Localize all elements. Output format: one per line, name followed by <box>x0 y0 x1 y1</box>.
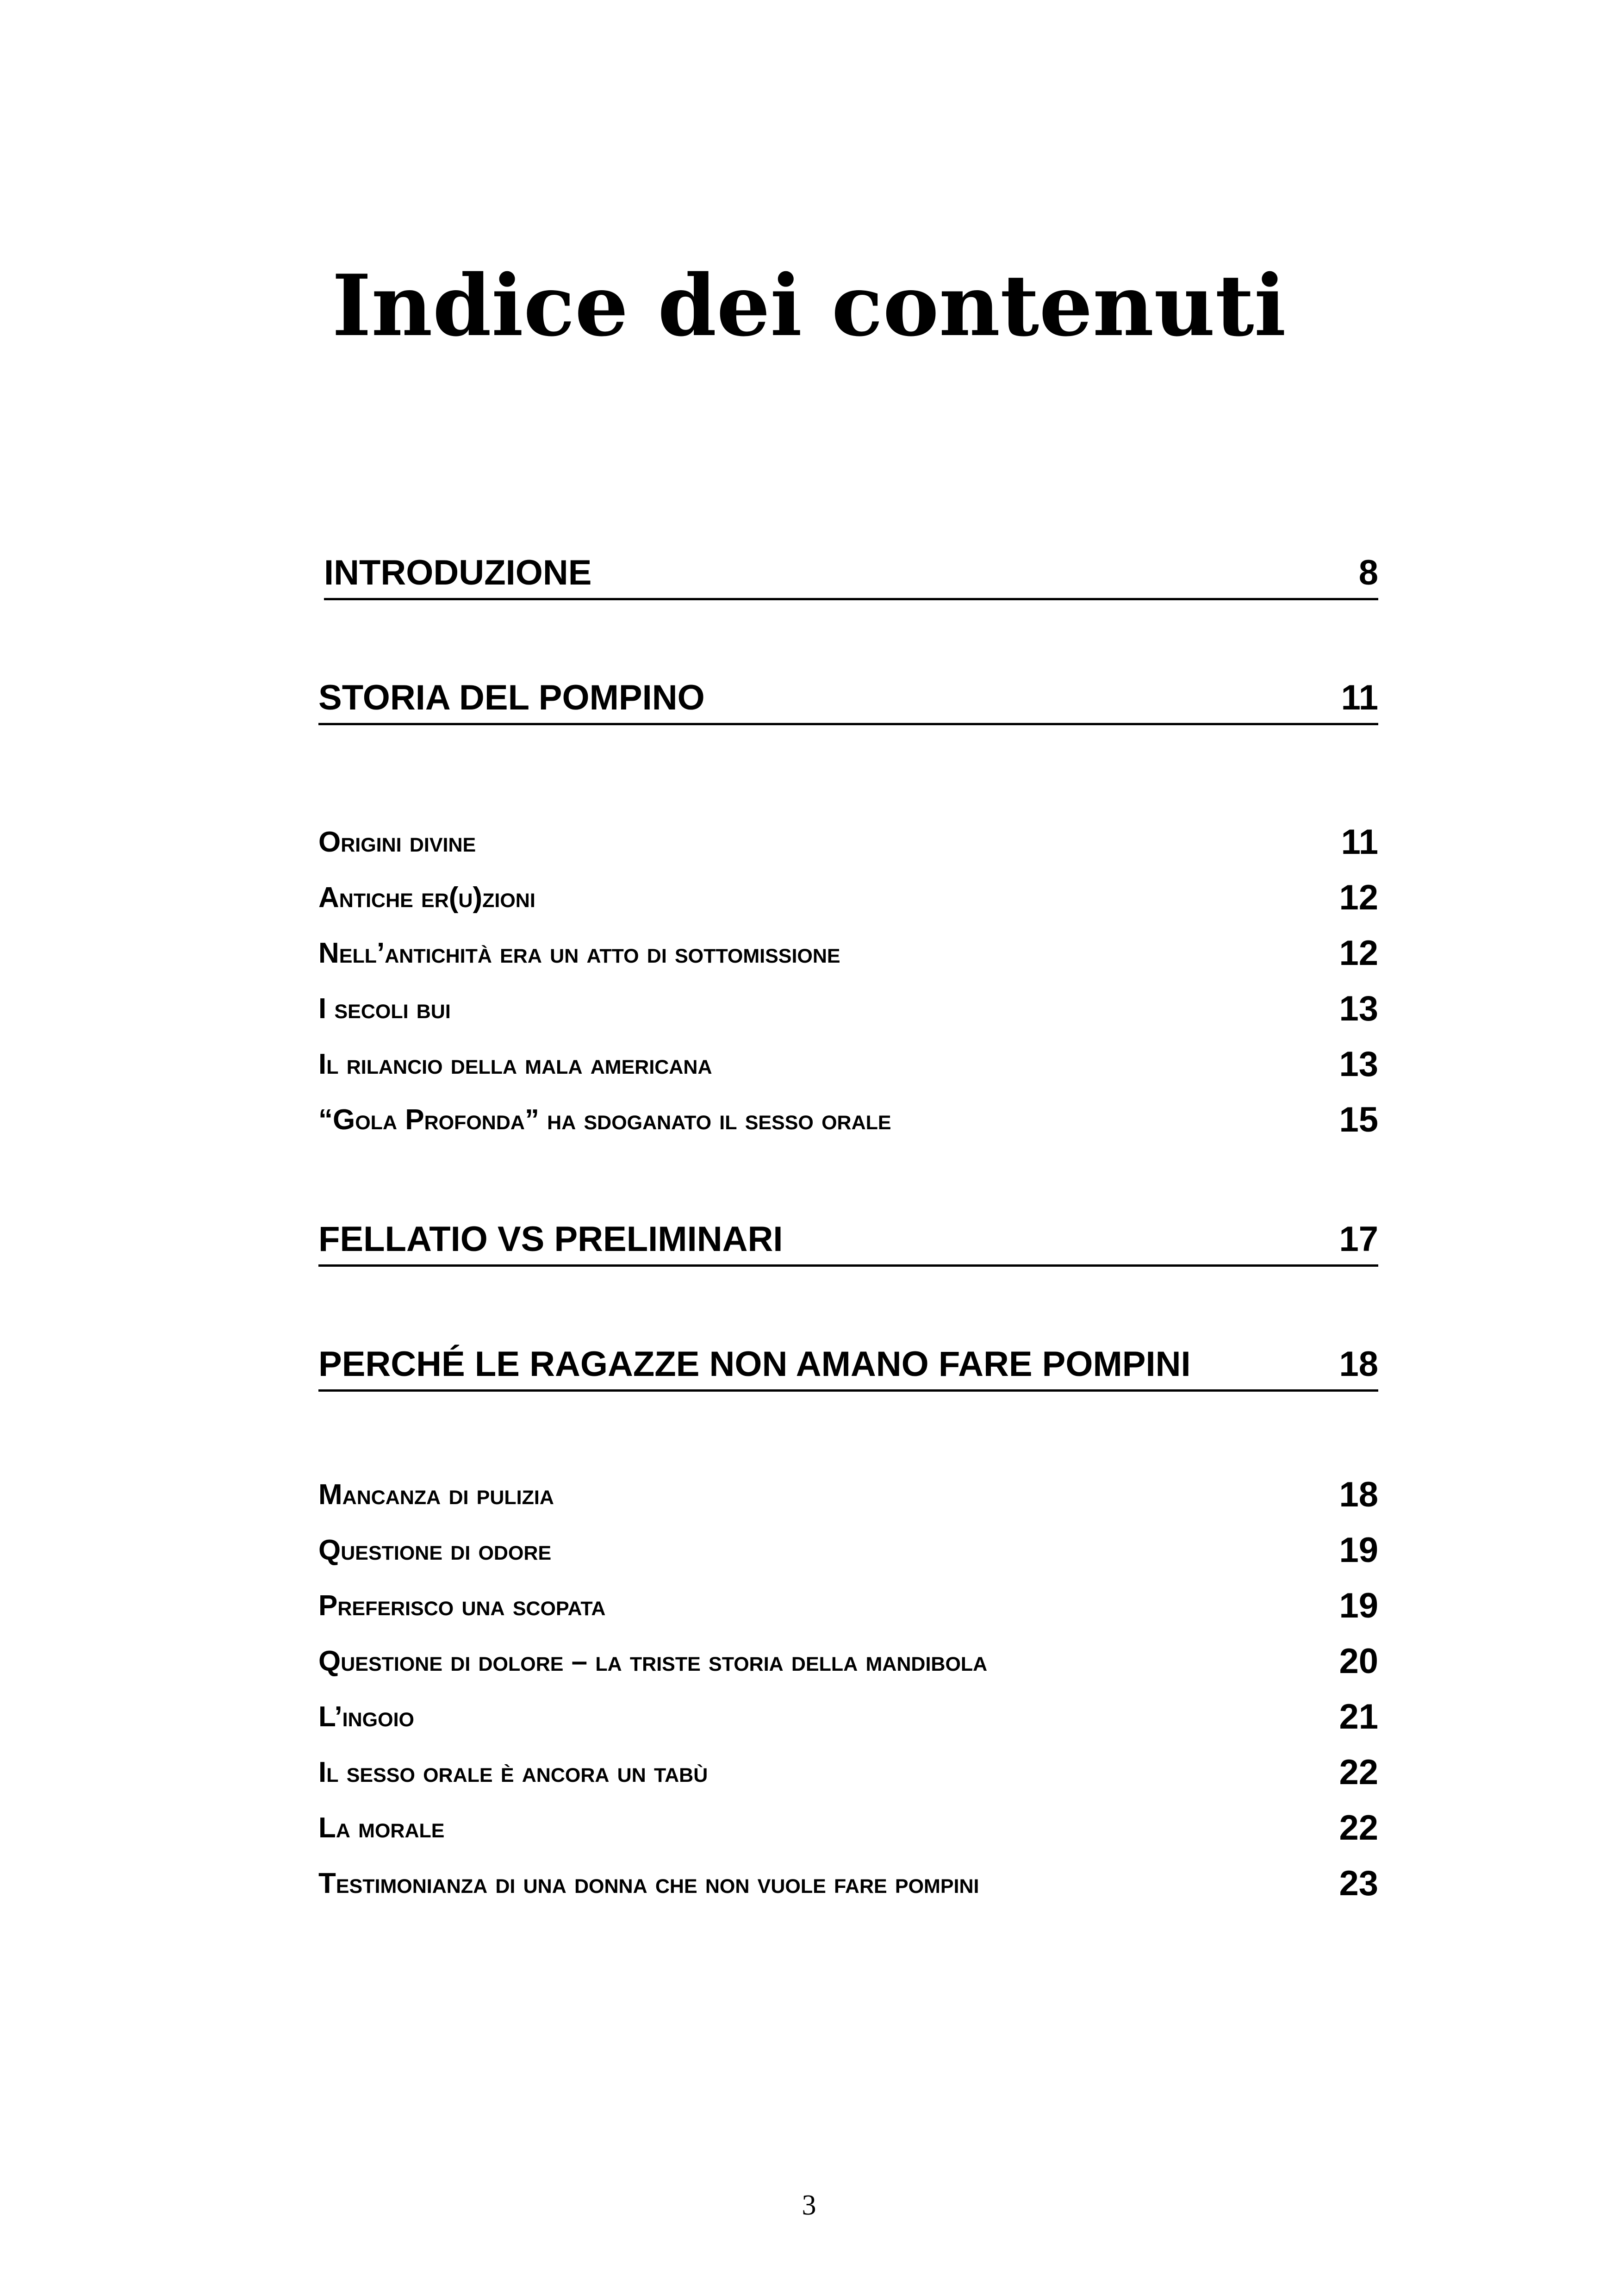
toc-entry-origini-divine[interactable] <box>318 817 1378 863</box>
toc-entry-label: INTRODUZIONE <box>324 553 592 592</box>
toc-entry-testimonianza[interactable] <box>318 1858 1378 1904</box>
toc-entry-label: Antiche er(u)zioni <box>318 882 535 914</box>
toc-entry-introduzione[interactable] <box>324 551 1378 600</box>
toc-entry-page: 12 <box>1339 933 1378 973</box>
toc-entry-page: 20 <box>1339 1642 1378 1681</box>
toc-entry-fellatio-vs-preliminari[interactable] <box>318 1217 1378 1267</box>
toc-entry-label: I secoli bui <box>318 993 451 1025</box>
toc-entry-label: L’ingoio <box>318 1701 414 1733</box>
toc-entry-label: STORIA DEL POMPINO <box>318 678 705 717</box>
toc-entry-label: La morale <box>318 1812 445 1844</box>
toc-entry-page: 13 <box>1339 989 1378 1028</box>
toc-entry-preferisco-una-scopata[interactable] <box>318 1580 1378 1627</box>
toc-entry-label: FELLATIO VS PRELIMINARI <box>318 1220 783 1259</box>
toc-entry-page: 21 <box>1339 1697 1378 1736</box>
toc-entry-rilancio-mala-americana[interactable] <box>318 1039 1378 1085</box>
toc-entry-page: 18 <box>1339 1344 1378 1384</box>
toc-entry-secoli-bui[interactable] <box>318 983 1378 1030</box>
toc-entry-page: 19 <box>1339 1586 1378 1625</box>
toc-entry-storia-del-pompino[interactable] <box>318 676 1378 725</box>
toc-entry-label: Preferisco una scopata <box>318 1590 606 1622</box>
toc-entry-la-morale[interactable] <box>318 1803 1378 1849</box>
toc-entry-page: 8 <box>1358 553 1378 592</box>
toc-entry-mancanza-di-pulizia[interactable] <box>318 1469 1378 1516</box>
toc-entry-page: 23 <box>1339 1864 1378 1903</box>
page-number: 3 <box>802 2190 816 2221</box>
toc-entry-label: Mancanza di pulizia <box>318 1479 554 1511</box>
toc-entry-page: 13 <box>1339 1045 1378 1084</box>
toc-entry-page: 22 <box>1339 1753 1378 1792</box>
toc-entry-questione-di-dolore[interactable] <box>318 1636 1378 1682</box>
toc-entry-page: 12 <box>1339 878 1378 917</box>
toc-entry-gola-profonda[interactable] <box>318 1095 1378 1141</box>
toc-entry-questione-di-odore[interactable] <box>318 1525 1378 1571</box>
toc-entry-sesso-orale-tabu[interactable] <box>318 1747 1378 1793</box>
toc-entry-page: 18 <box>1339 1475 1378 1514</box>
toc-entry-page: 15 <box>1339 1100 1378 1139</box>
toc-entry-page: 17 <box>1339 1220 1378 1259</box>
toc-entry-label: Origini divine <box>318 826 476 858</box>
toc-entry-ingoio[interactable] <box>318 1692 1378 1738</box>
toc-entry-label: Nell’antichità era un atto di sottomissione <box>318 937 840 969</box>
toc-entry-label: Testimonianza di una donna che non vuole fare pompini <box>318 1867 979 1899</box>
toc-entry-antichita-sottomissione[interactable] <box>318 928 1378 974</box>
page-title: Indice dei contenuti <box>332 256 1286 355</box>
toc-entry-perche-le-ragazze[interactable] <box>318 1342 1378 1392</box>
toc-entry-label: Questione di odore <box>318 1534 552 1566</box>
toc-entry-page: 11 <box>1341 822 1378 862</box>
toc-entry-label: Il rilancio della mala americana <box>318 1048 712 1080</box>
toc-entry-label: Il sesso orale è ancora un tabù <box>318 1756 708 1788</box>
toc-entry-page: 19 <box>1339 1531 1378 1570</box>
toc-entry-page: 11 <box>1341 678 1378 717</box>
toc-entry-antiche-eruzioni[interactable] <box>318 872 1378 919</box>
toc-entry-page: 22 <box>1339 1808 1378 1848</box>
toc-entry-label: Questione di dolore – la triste storia della mandibola <box>318 1645 988 1677</box>
toc-entry-label: PERCHÉ LE RAGAZZE NON AMANO FARE POMPINI <box>318 1344 1191 1384</box>
toc-entry-label: “Gola Profonda” ha sdoganato il sesso orale <box>318 1104 891 1136</box>
